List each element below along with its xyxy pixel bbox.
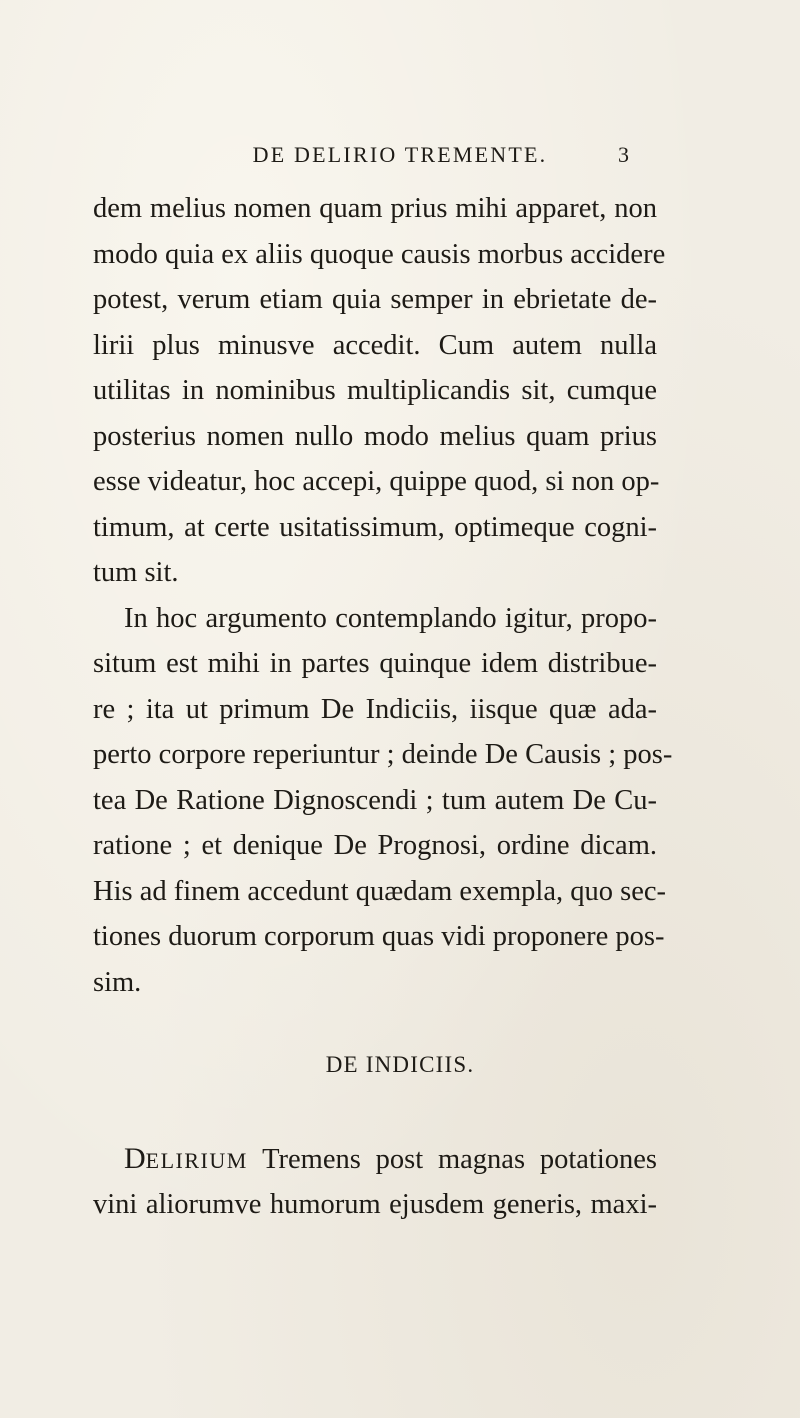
- page-number: 3: [618, 142, 629, 167]
- line-text: Tremens post magnas potationes: [247, 1144, 657, 1175]
- text-line: perto corpore reperiuntur ; deinde De Causis ; pos-: [93, 739, 673, 770]
- small-caps-initial: D: [124, 1142, 146, 1175]
- text-line: tiones duorum corporum quas vidi proponere pos-: [93, 921, 665, 952]
- text-line: His ad finem accedunt quædam exempla, quo sec-: [93, 875, 666, 907]
- text-line: esse videatur, hoc accepi, quippe quod, si non op-: [93, 466, 660, 497]
- text-line: dem melius nomen quam prius mihi apparet, non: [93, 193, 657, 224]
- text-line: [93, 1136, 657, 1182]
- text-line: tea De Ratione Dignoscendi ; tum autem De Cu-: [93, 784, 657, 816]
- text-line: tum sit.: [93, 557, 179, 588]
- small-caps-word: ELIRIUM: [145, 1148, 248, 1173]
- text-line: potest, verum etiam quia semper in ebrietate de-: [93, 284, 657, 315]
- text-line: posterius nomen nullo modo melius quam prius: [93, 420, 657, 452]
- section-heading: DE INDICIIS.: [325, 1052, 475, 1077]
- text-line: In hoc argumento contemplando igitur, propo-: [124, 602, 657, 634]
- text-line: modo quia ex aliis quoque causis morbus accidere: [93, 238, 666, 270]
- text-line: situm est mihi in partes quinque idem distribue-: [93, 648, 657, 679]
- text-line: ratione ; et denique De Prognosi, ordine dicam.: [93, 830, 657, 861]
- section-text: [93, 1136, 657, 1227]
- text-line: sim.: [93, 966, 142, 998]
- running-head: DE DELIRIO TREMENTE.: [252, 142, 548, 167]
- text-line: lirii plus minusve accedit. Cum autem nulla: [93, 329, 657, 361]
- text-line: vini aliorumve humorum ejusdem generis, maxi-: [93, 1188, 657, 1220]
- text-line: timum, at certe usitatissimum, optimeque cogni-: [93, 511, 657, 543]
- text-line: re ; ita ut primum De Indiciis, iisque quæ ada-: [93, 693, 657, 725]
- body-text: [93, 186, 673, 1005]
- text-line: utilitas in nominibus multiplicandis sit, cumque: [93, 375, 657, 406]
